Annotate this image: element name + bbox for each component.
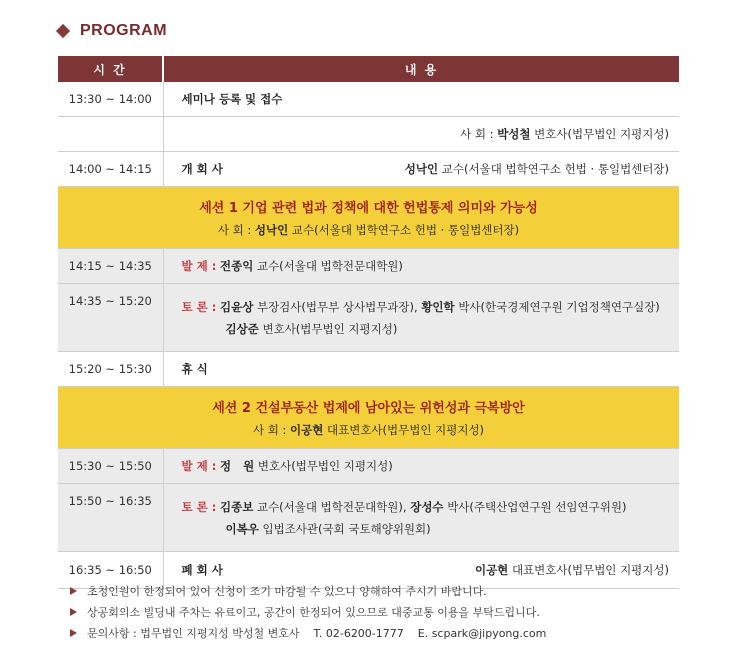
table-row bbox=[58, 82, 679, 117]
session-2-row bbox=[58, 387, 679, 449]
triangle-bullet-icon bbox=[70, 629, 77, 637]
row-content: 발 제 : 정 원 변호사(법무법인 지평지성) bbox=[163, 449, 679, 484]
row-content: 개 회 사 성낙인 교수(서울대 법학연구소 헌법 · 통일법센터장) bbox=[163, 152, 679, 187]
table-row bbox=[58, 117, 679, 152]
triangle-bullet-icon bbox=[70, 608, 77, 616]
row-time: 15:50 ~ 16:35 bbox=[58, 484, 163, 552]
notes-list bbox=[70, 580, 546, 643]
row-time: 13:30 ~ 14:00 bbox=[58, 82, 163, 117]
row-content: 발 제 : 전종익 교수(서울대 법학전문대학원) bbox=[163, 249, 679, 284]
col-time-header: 시 간 bbox=[58, 56, 163, 82]
table-row bbox=[58, 152, 679, 187]
row-content: 폐 회 사 이공현 대표변호사(법무법인 지평지성) bbox=[163, 552, 679, 589]
session-2-host: 사 회 : 이공현 대표변호사(법무법인 지평지성) bbox=[252, 423, 485, 437]
session-2-title: 세션 2 건설부동산 법제에 남아있는 위헌성과 극복방안 bbox=[212, 401, 525, 416]
table-row bbox=[58, 484, 679, 552]
row-time: 15:20 ~ 15:30 bbox=[58, 352, 163, 387]
row-time bbox=[58, 117, 163, 152]
col-content-header: 내 용 bbox=[163, 56, 679, 82]
triangle-bullet-icon bbox=[70, 587, 77, 595]
diamond-icon bbox=[56, 24, 70, 38]
row-time: 14:35 ~ 15:20 bbox=[58, 284, 163, 352]
note-item: 문의사항 : 법무법인 지평지성 박성철 변호사 T. 02-6200-1777 E. scpark@jipyong.com bbox=[70, 622, 546, 643]
row-time: 14:15 ~ 14:35 bbox=[58, 249, 163, 284]
row-time: 15:30 ~ 15:50 bbox=[58, 449, 163, 484]
note-item: 상공회의소 빌딩내 주차는 유료이고, 공간이 한정되어 있으므로 대중교통 이용을 부탁드립니다. bbox=[70, 601, 546, 622]
row-content: 토 론 : 김윤상 부장검사(법무부 상사법무과장), 황인학 박사(한국경제연구원 기업정책연구실장) 김상준 변호사(법무법인 지평지성) bbox=[163, 284, 679, 352]
row-time: 14:00 ~ 14:15 bbox=[58, 152, 163, 187]
row-time: 16:35 ~ 16:50 bbox=[58, 552, 163, 589]
session-1-row bbox=[58, 187, 679, 249]
row-content: 세미나 등록 및 접수 bbox=[163, 82, 679, 117]
session-1-title: 세션 1 기업 관련 법과 정책에 대한 헌법통제 의미와 가능성 bbox=[199, 201, 538, 216]
row-content: 사 회 : 박성철 변호사(법무법인 지평지성) bbox=[163, 117, 679, 152]
table-row bbox=[58, 449, 679, 484]
note-item: 초청인원이 한정되어 있어 신청이 조기 마감될 수 있으니 양해하여 주시기 바랍니다. bbox=[70, 580, 546, 601]
table-header-row bbox=[58, 56, 679, 82]
table-row bbox=[58, 249, 679, 284]
program-header bbox=[58, 22, 167, 40]
session-1-host: 사 회 : 성낙인 교수(서울대 법학연구소 헌법 · 통일법센터장) bbox=[217, 223, 520, 237]
program-table bbox=[58, 56, 679, 589]
row-content: 토 론 : 김종보 교수(서울대 법학전문대학원), 장성수 박사(주택산업연구원 선임연구위원) 이복우 입법조사관(국회 국토해양위원회) bbox=[163, 484, 679, 552]
table-row bbox=[58, 352, 679, 387]
table-row bbox=[58, 284, 679, 352]
row-content: 휴 식 bbox=[163, 352, 679, 387]
program-title: PROGRAM bbox=[80, 22, 168, 39]
